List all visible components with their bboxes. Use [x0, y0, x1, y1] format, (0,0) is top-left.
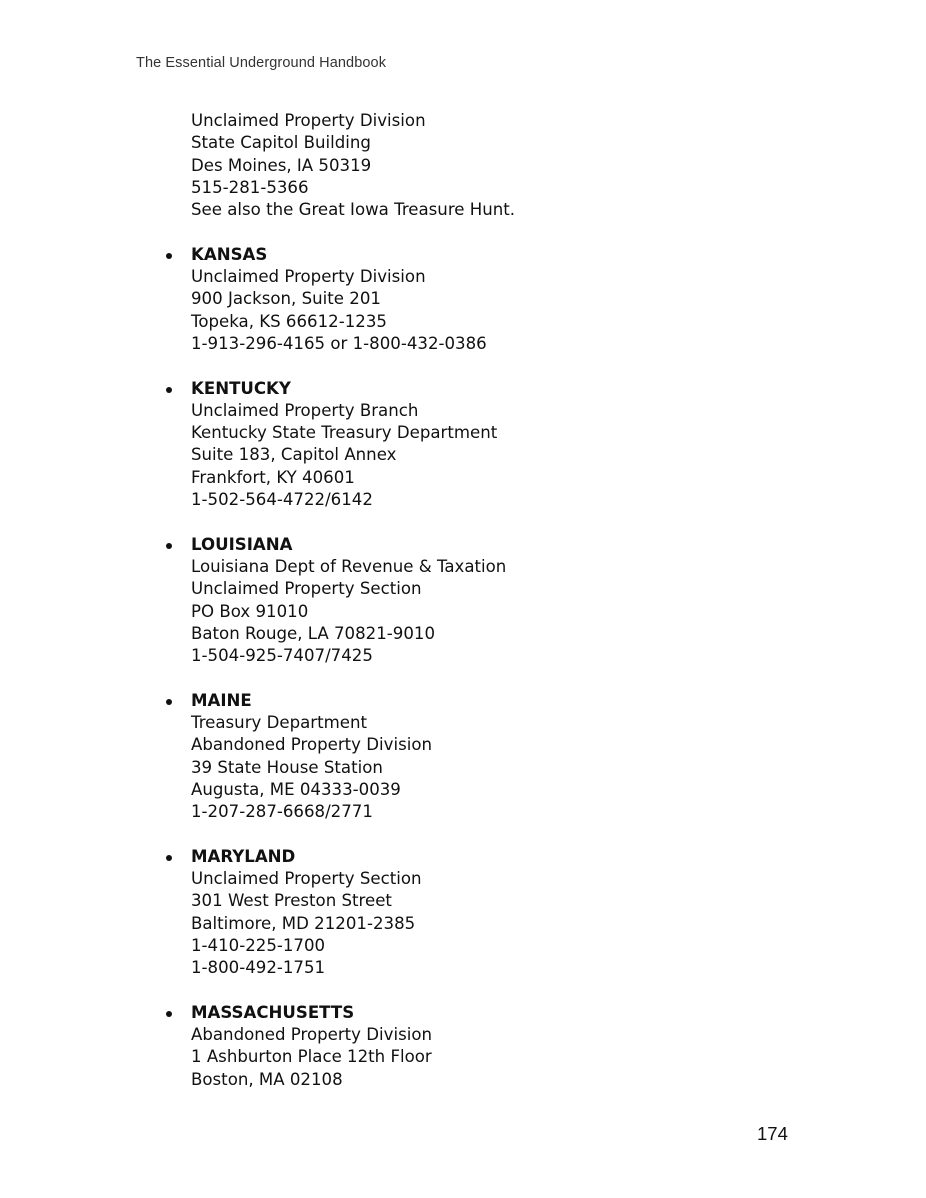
address-line: Augusta, ME 04333-0039: [191, 779, 401, 799]
state-heading: KENTUCKY: [191, 378, 291, 398]
state-entry-kentucky: [191, 378, 831, 512]
address-line: Kentucky State Treasury Department: [191, 423, 498, 443]
state-entry-louisiana: [191, 534, 831, 668]
note-line: See also the Great Iowa Treasure Hunt.: [191, 200, 516, 220]
address-line: 1 Ashburton Place 12th Floor: [191, 1047, 432, 1067]
address-line: Unclaimed Property Branch: [191, 400, 419, 420]
address-line: Unclaimed Property Division: [191, 267, 426, 287]
state-heading: MASSACHUSETTS: [191, 1002, 355, 1022]
state-entry-massachusetts: [191, 1002, 831, 1091]
address-line: Topeka, KS 66612-1235: [191, 311, 387, 331]
address-line: Louisiana Dept of Revenue & Taxation: [191, 556, 507, 576]
address-line: 39 State House Station: [191, 757, 383, 777]
running-header: The Essential Underground Handbook: [136, 55, 387, 71]
phone-line: 1-913-296-4165 or 1-800-432-0386: [191, 333, 487, 353]
phone-line: 1-504-925-7407/7425: [191, 646, 373, 666]
bullet-icon: [166, 1011, 172, 1017]
bullet-icon: [166, 699, 172, 705]
phone-line: 1-207-287-6668/2771: [191, 802, 373, 822]
address-line: Unclaimed Property Section: [191, 579, 422, 599]
state-entry-maine: [191, 690, 831, 824]
state-heading: LOUISIANA: [191, 534, 293, 554]
bullet-icon: [166, 253, 172, 259]
phone-line: 1-800-492-1751: [191, 958, 326, 978]
address-line: 900 Jackson, Suite 201: [191, 289, 381, 309]
bullet-icon: [166, 387, 172, 393]
page-content: [191, 110, 831, 1091]
bullet-icon: [166, 855, 172, 861]
address-line: Baton Rouge, LA 70821-9010: [191, 623, 436, 643]
state-heading: MAINE: [191, 690, 252, 710]
address-line: Frankfort, KY 40601: [191, 467, 355, 487]
phone-line: 1-502-564-4722/6142: [191, 490, 373, 510]
state-entry-kansas: [191, 244, 831, 355]
bullet-icon: [166, 543, 172, 549]
page-number: 174: [757, 1123, 788, 1144]
state-heading: MARYLAND: [191, 846, 296, 866]
address-line: Abandoned Property Division: [191, 735, 433, 755]
address-line: 301 West Preston Street: [191, 891, 392, 911]
phone-line: 1-410-225-1700: [191, 935, 326, 955]
address-line: Des Moines, IA 50319: [191, 155, 372, 175]
address-line: Treasury Department: [191, 713, 368, 733]
address-line: Suite 183, Capitol Annex: [191, 445, 397, 465]
address-line: State Capitol Building: [191, 133, 371, 153]
address-line: PO Box 91010: [191, 601, 309, 621]
address-line: Unclaimed Property Section: [191, 869, 422, 889]
state-entry-maryland: [191, 846, 831, 980]
phone-line: 515-281-5366: [191, 177, 309, 197]
intro-address-block: [191, 110, 831, 221]
address-line: Boston, MA 02108: [191, 1069, 343, 1089]
address-line: Baltimore, MD 21201-2385: [191, 913, 416, 933]
address-line: Abandoned Property Division: [191, 1025, 433, 1045]
state-heading: KANSAS: [191, 244, 268, 264]
address-line: Unclaimed Property Division: [191, 111, 426, 130]
